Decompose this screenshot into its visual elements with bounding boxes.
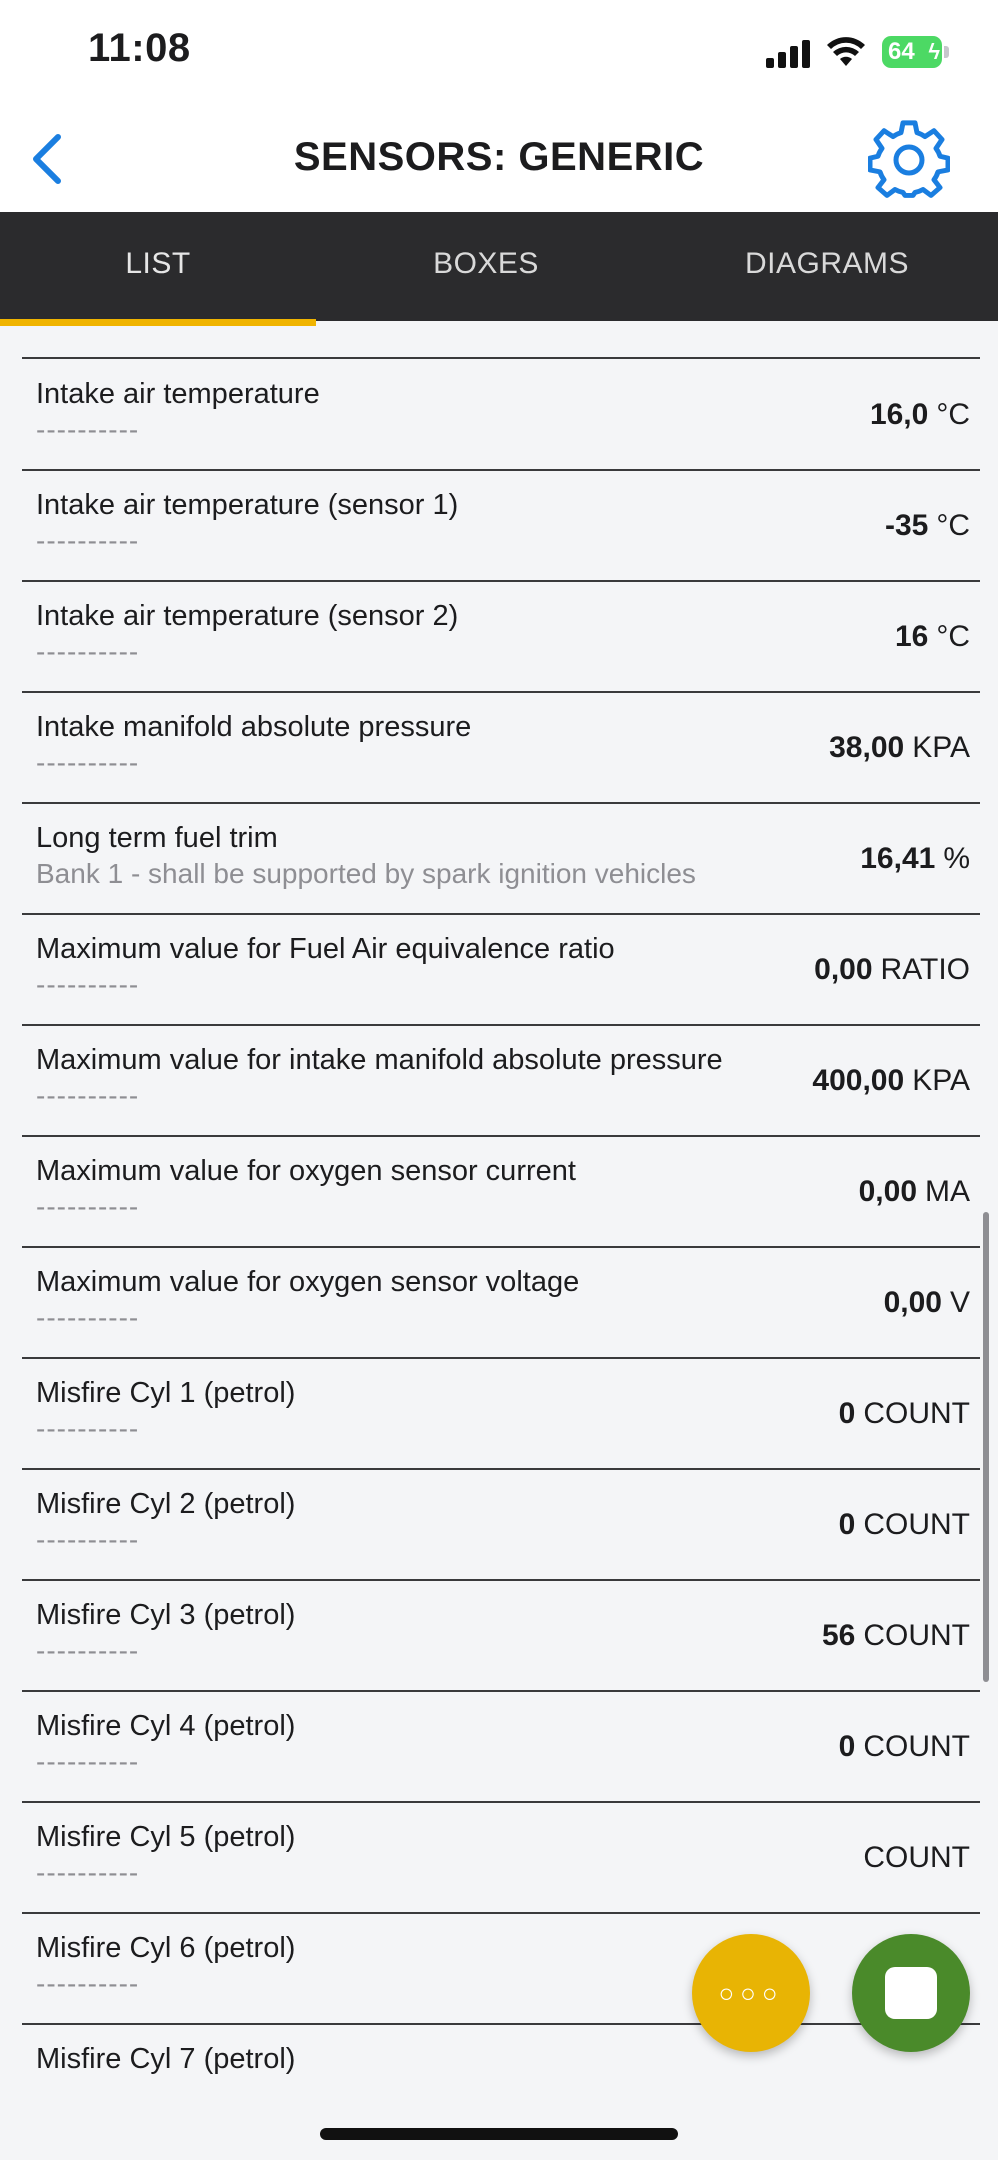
sensor-description: ----------	[36, 1413, 140, 1444]
more-button[interactable]	[692, 1934, 810, 2052]
sensor-row[interactable]	[22, 358, 980, 471]
sensor-unit: °C	[936, 509, 970, 542]
battery-icon	[882, 36, 942, 68]
sensor-unit: MA	[925, 1175, 970, 1208]
battery-level: 64	[888, 38, 915, 65]
tab-diagrams[interactable]: DIAGRAMS	[744, 247, 910, 280]
sensor-unit: V	[949, 1286, 970, 1319]
sensor-name: Intake manifold absolute pressure	[36, 711, 472, 743]
sensor-description: ----------	[36, 414, 140, 445]
nav-header	[0, 105, 998, 212]
sensor-name: Maximum value for intake manifold absolute pressure	[36, 1044, 723, 1076]
sensor-unit: KPA	[912, 1064, 970, 1097]
sensor-description: ----------	[36, 1746, 140, 1777]
sensor-value-number: 0	[838, 1508, 856, 1541]
sensor-value	[839, 1508, 970, 1542]
sensor-value-number: 38,00	[829, 731, 905, 764]
status-bar	[0, 0, 998, 105]
sensor-value	[870, 398, 970, 432]
sensor-unit: COUNT	[863, 1397, 970, 1430]
gear-icon[interactable]	[868, 119, 950, 201]
sensor-row[interactable]	[22, 913, 980, 1026]
sensor-row[interactable]	[22, 1801, 980, 1914]
sensor-value	[863, 1841, 970, 1875]
sensor-name: Maximum value for oxygen sensor voltage	[36, 1266, 580, 1298]
sensor-name: Misfire Cyl 3 (petrol)	[36, 1599, 296, 1631]
sensor-description: ----------	[36, 1635, 140, 1666]
sensor-row[interactable]	[22, 1690, 980, 1803]
sensor-value	[812, 1064, 970, 1098]
sensor-value-number: 16,0	[869, 398, 929, 431]
sensor-description: ----------	[36, 525, 140, 556]
sensor-description: Bank 1 - shall be supported by spark ignition vehicles	[36, 858, 696, 889]
sensor-value	[829, 731, 970, 765]
sensor-row[interactable]	[22, 1024, 980, 1137]
tab-list[interactable]: LIST	[0, 212, 316, 321]
sensor-name: Misfire Cyl 6 (petrol)	[36, 1932, 296, 1964]
sensor-value	[839, 1730, 970, 1764]
sensor-value	[839, 1397, 970, 1431]
sensor-value-number: -35	[884, 509, 929, 542]
sensor-list[interactable]	[0, 321, 998, 2081]
sensor-unit: RATIO	[880, 953, 970, 986]
cellular-signal-icon	[766, 38, 814, 68]
sensor-name: Maximum value for oxygen sensor current	[36, 1155, 576, 1187]
sensor-description: ----------	[36, 1524, 140, 1555]
sensor-description: ----------	[36, 747, 140, 778]
sensor-description: ----------	[36, 1191, 140, 1222]
sensor-value	[885, 509, 970, 543]
tab-bar	[0, 212, 998, 321]
sensor-unit: COUNT	[863, 1841, 970, 1874]
sensor-name: Intake air temperature (sensor 2)	[36, 600, 459, 632]
sensor-row[interactable]	[22, 2023, 980, 2081]
sensor-value-number: 0,00	[858, 1175, 917, 1208]
sensor-value	[859, 1175, 970, 1209]
sensor-row[interactable]	[22, 1912, 980, 2025]
sensor-description: ----------	[36, 636, 140, 667]
sensor-unit: °C	[936, 620, 970, 653]
sensor-description: ----------	[36, 1857, 140, 1888]
sensor-name: Misfire Cyl 7 (petrol)	[36, 2043, 296, 2075]
sensor-value-number: 0	[838, 1397, 856, 1430]
sensor-unit: COUNT	[863, 1619, 970, 1652]
sensor-value-number: 0,00	[814, 953, 873, 986]
sensor-unit: %	[943, 842, 970, 875]
sensor-name: Misfire Cyl 4 (petrol)	[36, 1710, 296, 1742]
more-icon: ○○○	[718, 1978, 784, 2008]
sensor-name: Intake air temperature (sensor 1)	[36, 489, 459, 521]
sensor-name: Misfire Cyl 2 (petrol)	[36, 1488, 296, 1520]
sensor-value	[814, 953, 970, 987]
sensor-row[interactable]	[22, 580, 980, 693]
sensor-row[interactable]	[22, 802, 980, 915]
sensor-value	[884, 1286, 970, 1320]
sensor-row[interactable]	[22, 1246, 980, 1359]
status-time: 11:08	[88, 26, 191, 70]
sensor-value-number: 400,00	[812, 1064, 905, 1097]
sensor-name: Maximum value for Fuel Air equivalence ratio	[36, 933, 615, 965]
sensor-value-number: 16	[894, 620, 929, 653]
sensor-description: ----------	[36, 1968, 140, 1999]
charging-bolt-icon: ϟ	[928, 39, 940, 64]
sensor-row[interactable]	[22, 469, 980, 582]
sensor-value-number: 56	[821, 1619, 856, 1652]
sensor-unit: COUNT	[863, 1730, 970, 1763]
sensor-name: Misfire Cyl 5 (petrol)	[36, 1821, 296, 1853]
sensor-value-number: 16,41	[860, 842, 936, 875]
sensor-description: ----------	[36, 969, 140, 1000]
sensor-value	[895, 620, 970, 654]
battery-cap	[944, 46, 949, 58]
sensor-value	[860, 842, 970, 876]
sensor-description: ----------	[36, 1080, 140, 1111]
sensor-row[interactable]	[22, 1579, 980, 1692]
sensor-value-number: 0	[838, 1730, 856, 1763]
sensor-value	[822, 1619, 970, 1653]
home-indicator	[320, 2128, 678, 2140]
sensor-unit: °C	[936, 398, 970, 431]
sensor-row[interactable]	[22, 691, 980, 804]
page-title: SENSORS: GENERIC	[293, 135, 705, 179]
sensor-unit: KPA	[912, 731, 970, 764]
sensor-row[interactable]	[22, 1468, 980, 1581]
wifi-icon	[826, 34, 866, 68]
tab-boxes[interactable]: BOXES	[433, 247, 539, 280]
sensor-name: Intake air temperature	[36, 378, 320, 410]
sensor-row[interactable]	[22, 1135, 980, 1248]
stop-icon	[885, 1967, 937, 2019]
sensor-name: Misfire Cyl 1 (petrol)	[36, 1377, 296, 1409]
sensor-row[interactable]	[22, 1357, 980, 1470]
stop-button[interactable]	[852, 1934, 970, 2052]
sensor-description: ----------	[36, 1302, 140, 1333]
sensor-name: Long term fuel trim	[36, 822, 278, 854]
sensor-value-number: 0,00	[883, 1286, 942, 1319]
scrollbar[interactable]	[983, 1212, 989, 1682]
sensor-unit: COUNT	[863, 1508, 970, 1541]
